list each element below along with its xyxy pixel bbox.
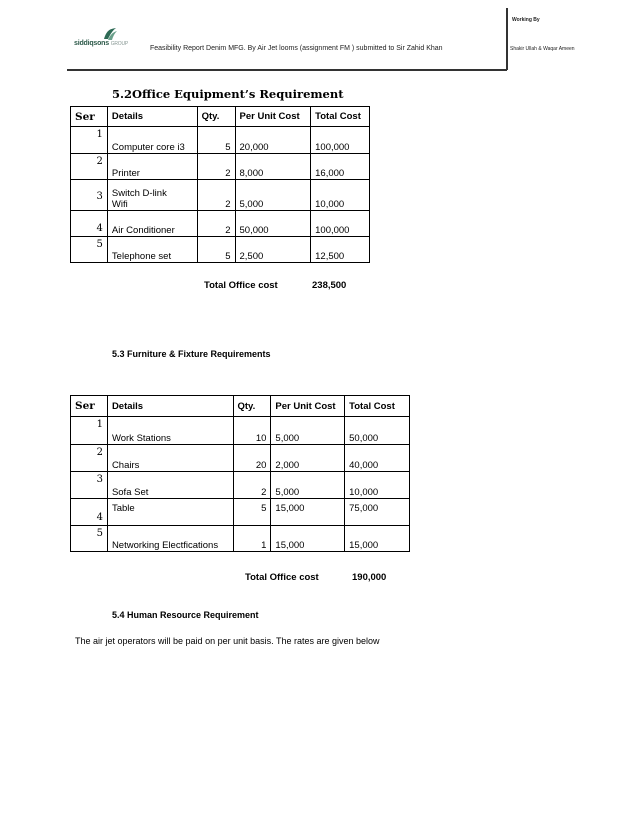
cell-ser: 3 xyxy=(71,180,108,211)
col-header-total-cost: Total Cost xyxy=(345,396,410,417)
table-row xyxy=(71,211,370,237)
col-header-qty: Qty. xyxy=(233,396,271,417)
cell-qty: 1 xyxy=(233,526,271,552)
cell-total-cost: 100,000 xyxy=(311,127,370,154)
cell-total-cost: 10,000 xyxy=(311,180,370,211)
cell-unit-cost: 8,000 xyxy=(235,154,311,180)
cell-unit-cost: 5,000 xyxy=(271,417,345,445)
cell-details-line1: Switch D-link xyxy=(111,188,167,199)
table-row xyxy=(71,154,370,180)
cell-qty: 5 xyxy=(197,127,235,154)
office-heading: 5.2Office Equipment’s Requirement xyxy=(112,87,344,101)
cell-total-cost: 50,000 xyxy=(345,417,410,445)
col-header-details: Details xyxy=(107,396,233,417)
cell-ser: 4 xyxy=(71,499,108,526)
logo-mark-icon xyxy=(102,27,118,41)
col-header-ser: Ser xyxy=(71,107,108,127)
furniture-table xyxy=(70,395,410,552)
table-row xyxy=(71,180,370,211)
col-header-ser: Ser xyxy=(71,396,108,417)
cell-ser: 5 xyxy=(71,237,108,263)
cell-ser: 2 xyxy=(71,445,108,472)
table-row xyxy=(71,417,410,445)
cell-qty: 2 xyxy=(197,211,235,237)
cell-qty: 2 xyxy=(197,154,235,180)
col-header-qty: Qty. xyxy=(197,107,235,127)
hr-paragraph: The air jet operators will be paid on per unit basis. The rates are given below xyxy=(75,636,380,646)
cell-ser: 4 xyxy=(71,211,108,237)
table-header-row xyxy=(71,107,370,127)
cell-details: Table xyxy=(107,499,233,526)
cell-qty: 10 xyxy=(233,417,271,445)
cell-qty: 5 xyxy=(197,237,235,263)
cell-details: Chairs xyxy=(107,445,233,472)
table-row xyxy=(71,445,410,472)
table-row xyxy=(71,526,410,552)
office-table xyxy=(70,106,370,263)
table-row xyxy=(71,499,410,526)
cell-unit-cost: 20,000 xyxy=(235,127,311,154)
furniture-total-value: 190,000 xyxy=(352,572,387,583)
cell-total-cost: 100,000 xyxy=(311,211,370,237)
cell-total-cost: 16,000 xyxy=(311,154,370,180)
col-header-unit-cost: Per Unit Cost xyxy=(235,107,311,127)
cell-details: Work Stations xyxy=(107,417,233,445)
cell-details: Telephone set xyxy=(107,237,197,263)
cell-total-cost: 40,000 xyxy=(345,445,410,472)
cell-details: Printer xyxy=(107,154,197,180)
cell-unit-cost: 15,000 xyxy=(271,526,345,552)
col-header-total-cost: Total Cost xyxy=(311,107,370,127)
col-header-details: Details xyxy=(107,107,197,127)
cell-unit-cost: 15,000 xyxy=(271,499,345,526)
cell-total-cost: 75,000 xyxy=(345,499,410,526)
cell-unit-cost: 50,000 xyxy=(235,211,311,237)
cell-details: Sofa Set xyxy=(107,472,233,499)
cell-ser: 3 xyxy=(71,472,108,499)
header-working-by: Working By xyxy=(512,17,540,23)
cell-details-line2: Wifi xyxy=(111,199,128,210)
cell-unit-cost: 2,500 xyxy=(235,237,311,263)
cell-total-cost: 15,000 xyxy=(345,526,410,552)
cell-details: Networking Electfications xyxy=(107,526,233,552)
header-divider xyxy=(67,69,507,71)
office-total-label: Total Office cost xyxy=(204,280,278,291)
cell-ser: 5 xyxy=(71,526,108,552)
cell-qty: 2 xyxy=(197,180,235,211)
cell-total-cost: 12,500 xyxy=(311,237,370,263)
table-row xyxy=(71,472,410,499)
header-author-names: Shakir Ullah & Waqar Ameen xyxy=(510,46,575,52)
header-vertical-divider xyxy=(506,8,508,70)
furniture-total-label: Total Office cost xyxy=(245,572,319,583)
company-logo xyxy=(74,27,146,51)
cell-details: Air Conditioner xyxy=(107,211,197,237)
cell-unit-cost: 2,000 xyxy=(271,445,345,472)
cell-ser: 1 xyxy=(71,417,108,445)
logo-wordmark: siddiqsons GROUP xyxy=(74,40,129,47)
cell-total-cost: 10,000 xyxy=(345,472,410,499)
cell-details xyxy=(107,180,197,211)
office-total-value: 238,500 xyxy=(312,280,347,291)
header-title: Feasibility Report Denim MFG. By Air Jet looms (assignment FM ) submitted to Sir Zahid Khan xyxy=(150,45,443,52)
cell-qty: 20 xyxy=(233,445,271,472)
cell-qty: 2 xyxy=(233,472,271,499)
table-row xyxy=(71,127,370,154)
col-header-unit-cost: Per Unit Cost xyxy=(271,396,345,417)
cell-unit-cost: 5,000 xyxy=(235,180,311,211)
cell-ser: 2 xyxy=(71,154,108,180)
furniture-heading: 5.3 Furniture & Fixture Requirements xyxy=(112,349,271,359)
hr-heading: 5.4 Human Resource Requirement xyxy=(112,610,259,620)
cell-details: Computer core i3 xyxy=(107,127,197,154)
cell-unit-cost: 5,000 xyxy=(271,472,345,499)
cell-ser: 1 xyxy=(71,127,108,154)
cell-qty: 5 xyxy=(233,499,271,526)
table-row xyxy=(71,237,370,263)
table-header-row xyxy=(71,396,410,417)
